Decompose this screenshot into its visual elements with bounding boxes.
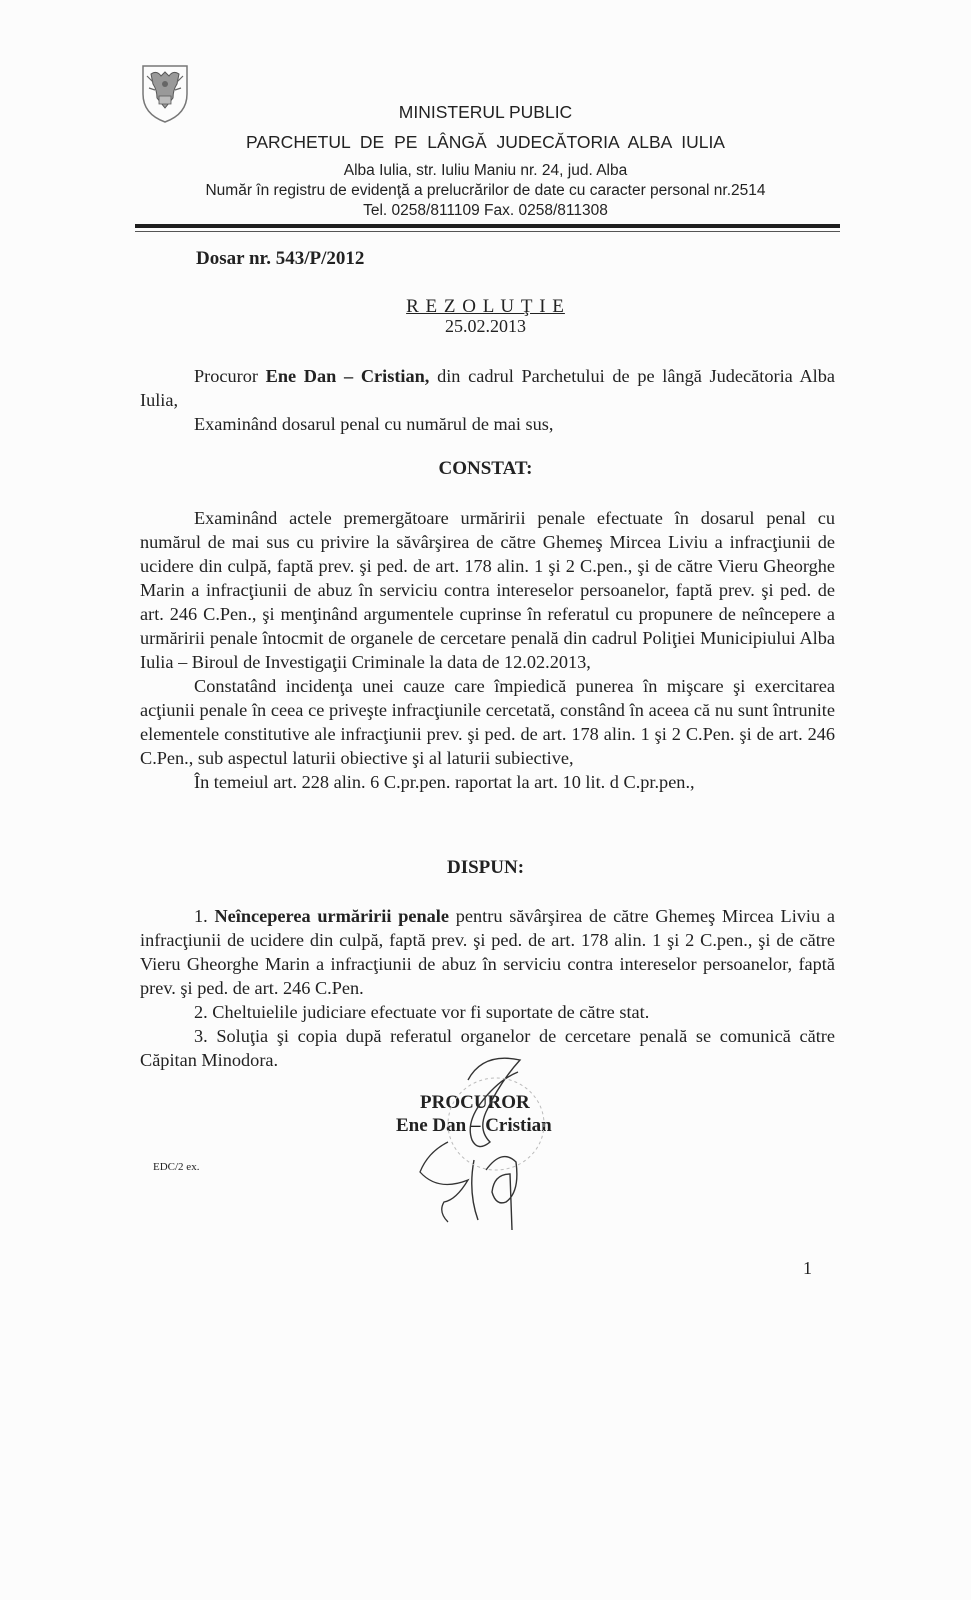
- dispun-item-3: 3. Soluţia şi copia după referatul organelor de cercetare penală se comunică către Căpitan Minodora.: [140, 1026, 835, 1070]
- document-date: 25.02.2013: [445, 316, 526, 336]
- registry-number: Număr în registru de evidenţă a prelucrărilor de date cu caracter personal nr.2514: [205, 182, 766, 199]
- header-divider-thin: [135, 231, 840, 232]
- signature-role: PROCUROR: [420, 1092, 530, 1113]
- intro-block: [140, 364, 835, 436]
- intro-suffix: din cadrul Parchetului de pe lângă Judecătoria Alba Iulia,: [140, 366, 835, 410]
- dispun-item-1-number: 1.: [194, 906, 215, 926]
- constat-heading: CONSTAT:: [438, 458, 533, 479]
- constat-paragraph-2: Constatând incidenţa unei cauze care împiedică punerea în mişcare şi exercitarea acţiunii penale în ceea ce priveşte infracţiunile cercetată, constând în aceea că nu sunt întrunite elementele constitutive ale infracţiunii prev. şi ped. de art. 178 alin. 1 şi 2 C.Pen. şi de art. 246 C.Pen., sub aspectul laturii obiective şi al laturii subiective,: [140, 676, 835, 768]
- prosecutor-name: Ene Dan – Cristian,: [265, 366, 430, 386]
- header-divider-thick: [135, 224, 840, 228]
- intro-prefix: Procuror: [194, 366, 266, 386]
- constat-paragraph-1: Examinând actele premergătoare urmăririi penale efectuate în dosarul penal cu numărul de mai sus cu privire la săvârşirea de către Ghemeş Mircea Liviu a infracţiunii de ucidere din culpă, faptă prev. şi ped. de art. 178 alin. 1 şi 2 C.pen., şi de către Vieru Gheorghe Marin a infracţiunii de abuz în serviciu contra intereselor persoanelor, faptă prev. şi ped. de art. 246 C.Pen., şi menţinând argumentele cuprinse în referatul cu propunere de neîncepere a urmăririi penale întocmit de organele de cercetare penală din cadrul Poliţiei Municipiului Alba Iulia – Biroul de Investigaţii Criminale la data de 12.02.2013,: [140, 508, 835, 672]
- dispun-item-1-text: pentru săvârşirea de către Ghemeş Mircea Liviu a infracţiunii de ucidere din culpă, faptă prev. şi ped. de art. 178 alin. 1 şi 2 C.pen., şi de către Vieru Gheorghe Marin a infracţiunii de abuz în serviciu contra intereselor persoanelor, faptă prev. şi ped. de art. 246 C.Pen.: [140, 906, 835, 998]
- intro-paragraph: [140, 364, 835, 412]
- intro-line2: Examinând dosarul penal cu numărul de mai sus,: [194, 414, 554, 434]
- office-address: Alba Iulia, str. Iuliu Maniu nr. 24, jud. Alba: [343, 162, 628, 179]
- document-title: R E Z O L U Ţ I E: [406, 296, 565, 317]
- institution-name: MINISTERUL PUBLIC: [398, 102, 573, 122]
- page-number: 1: [803, 1258, 812, 1278]
- contact-info: Tel. 0258/811109 Fax. 0258/811308: [363, 202, 608, 219]
- dispun-heading: DISPUN:: [446, 857, 525, 878]
- case-number: Dosar nr. 543/P/2012: [196, 248, 365, 269]
- signature-name: Ene Dan – Cristian: [396, 1115, 552, 1136]
- copies-note: EDC/2 ex.: [153, 1161, 200, 1173]
- dispun-block: [140, 904, 835, 1072]
- dispun-item-1-bold: Neînceperea urmăririi penale: [214, 906, 449, 926]
- dispun-item-1: [140, 904, 835, 1000]
- office-name: PARCHETUL DE PE LÂNGĂ JUDECĂTORIA ALBA IULIA: [246, 132, 725, 152]
- constat-paragraph-3: În temeiul art. 228 alin. 6 C.pr.pen. raportat la art. 10 lit. d C.pr.pen.,: [194, 772, 695, 792]
- constat-block: [140, 506, 835, 794]
- dispun-item-2: 2. Cheltuielile judiciare efectuate vor fi suportate de către stat.: [194, 1002, 650, 1022]
- handwritten-signature: [408, 1052, 548, 1232]
